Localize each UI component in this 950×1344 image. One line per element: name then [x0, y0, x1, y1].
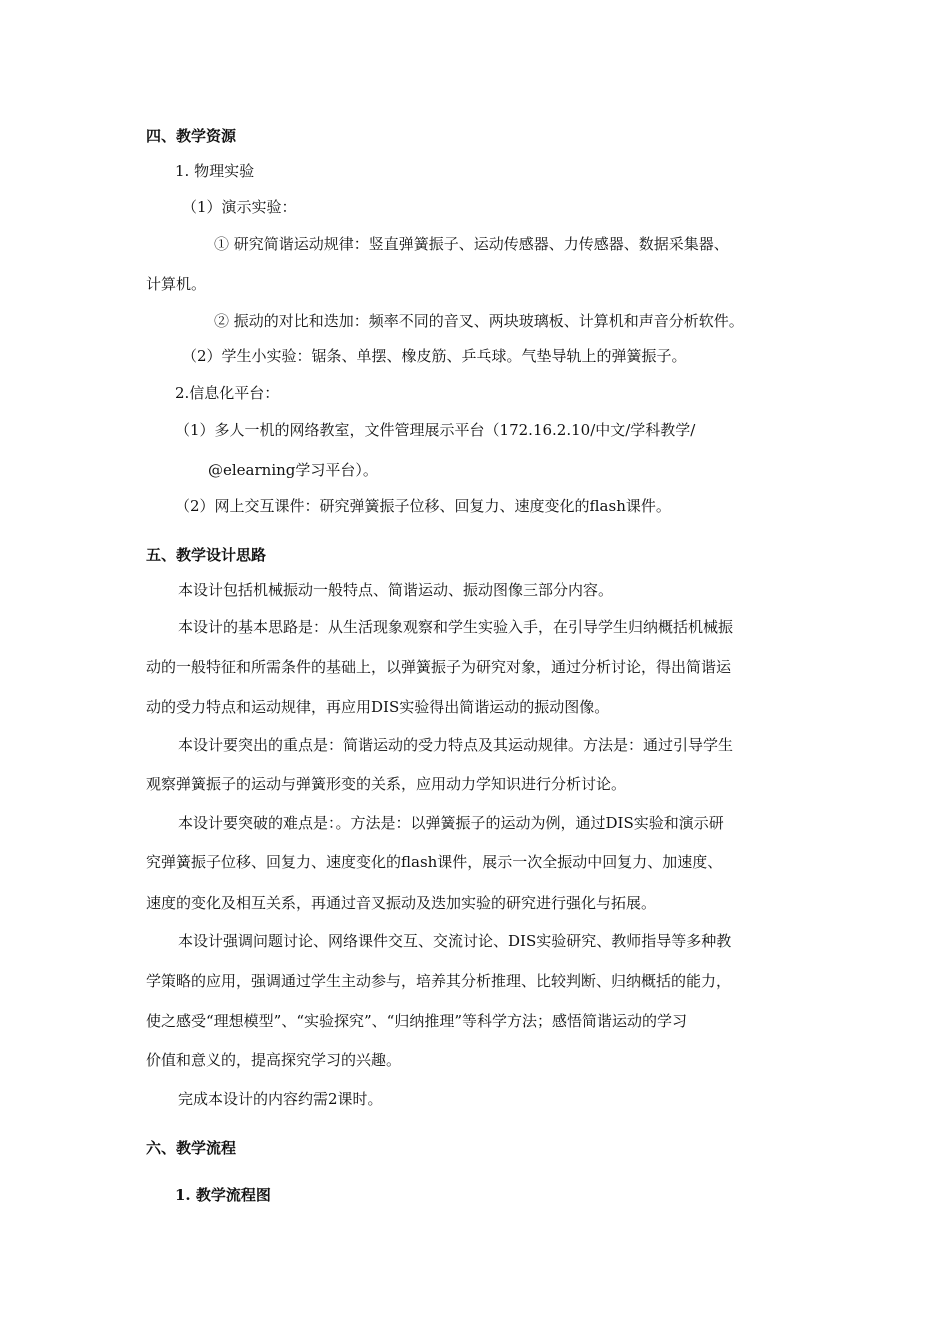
- section5-p4-line3: 速度的变化及相互关系，再通过音叉振动及迭加实验的研究进行强化与拓展。: [146, 894, 657, 912]
- section5-heading: 五、教学设计思路: [146, 546, 267, 564]
- section5-p2-line2: 动的一般特征和所需条件的基础上，以弹簧振子为研究对象，通过分析讨论，得出简谐运: [146, 658, 732, 676]
- section4-heading: 四、教学资源: [146, 127, 237, 145]
- section4-item2: 2.信息化平台：: [175, 384, 280, 402]
- section4-item2-1-line1: （1）多人一机的网络教室，文件管理展示平台（172.16.2.10/中文/学科教学/: [175, 421, 696, 439]
- section4-item2-2: （2）网上交互课件：研究弹簧振子位移、回复力、速度变化的flash课件。: [175, 497, 671, 515]
- section5-p4-line2: 究弹簧振子位移、回复力、速度变化的flash课件，展示一次全振动中回复力、加速度、: [146, 853, 723, 871]
- section5-p3-line1: 本设计要突出的重点是：简谐运动的受力特点及其运动规律。方法是：通过引导学生: [178, 736, 734, 754]
- section5-p5-line1: 本设计强调问题讨论、网络课件交互、交流讨论、DIS实验研究、教师指导等多种教: [178, 932, 732, 950]
- section4-sub1-b: ② 振动的对比和迭加：频率不同的音叉、两块玻璃板、计算机和声音分析软件。: [214, 312, 744, 330]
- section4-item1: 1. 物理实验: [175, 162, 255, 180]
- section4-item2-1-line2: @elearning学习平台）。: [208, 461, 378, 479]
- section4-sub1-a-line2: 计算机。: [146, 275, 207, 293]
- section5-p5-line2: 学策略的应用，强调通过学生主动参与，培养其分析推理、比较判断、归纳概括的能力，: [146, 972, 732, 990]
- section4-sub1: （1）演示实验：: [182, 198, 297, 216]
- section4-sub1-a-line1: ① 研究简谐运动规律：竖直弹簧振子、运动传感器、力传感器、数据采集器、: [214, 235, 729, 253]
- section6-item1: 1. 教学流程图: [175, 1186, 271, 1204]
- section5-p5-line4: 价值和意义的，提高探究学习的兴趣。: [146, 1051, 402, 1069]
- section5-p2-line3: 动的受力特点和运动规律，再应用DIS实验得出简谐运动的振动图像。: [146, 698, 610, 716]
- section4-sub2: （2）学生小实验：锯条、单摆、橡皮筋、乒乓球。气垫导轨上的弹簧振子。: [182, 347, 687, 365]
- section5-p3-line2: 观察弹簧振子的运动与弹簧形变的关系，应用动力学知识进行分析讨论。: [146, 775, 627, 793]
- section5-p4-line1: 本设计要突破的难点是：。方法是：以弹簧振子的运动为例，通过DIS实验和演示研: [178, 814, 724, 832]
- section6-heading: 六、教学流程: [146, 1139, 237, 1157]
- section5-p2-line1: 本设计的基本思路是：从生活现象观察和学生实验入手，在引导学生归纳概括机械振: [178, 618, 734, 636]
- section5-p1: 本设计包括机械振动一般特点、简谐运动、振动图像三部分内容。: [178, 581, 614, 599]
- section5-p6: 完成本设计的内容约需2课时。: [178, 1090, 383, 1108]
- section5-p5-line3: 使之感受“理想模型”、“实验探究”、“归纳推理”等科学方法；感悟简谐运动的学习: [146, 1012, 688, 1030]
